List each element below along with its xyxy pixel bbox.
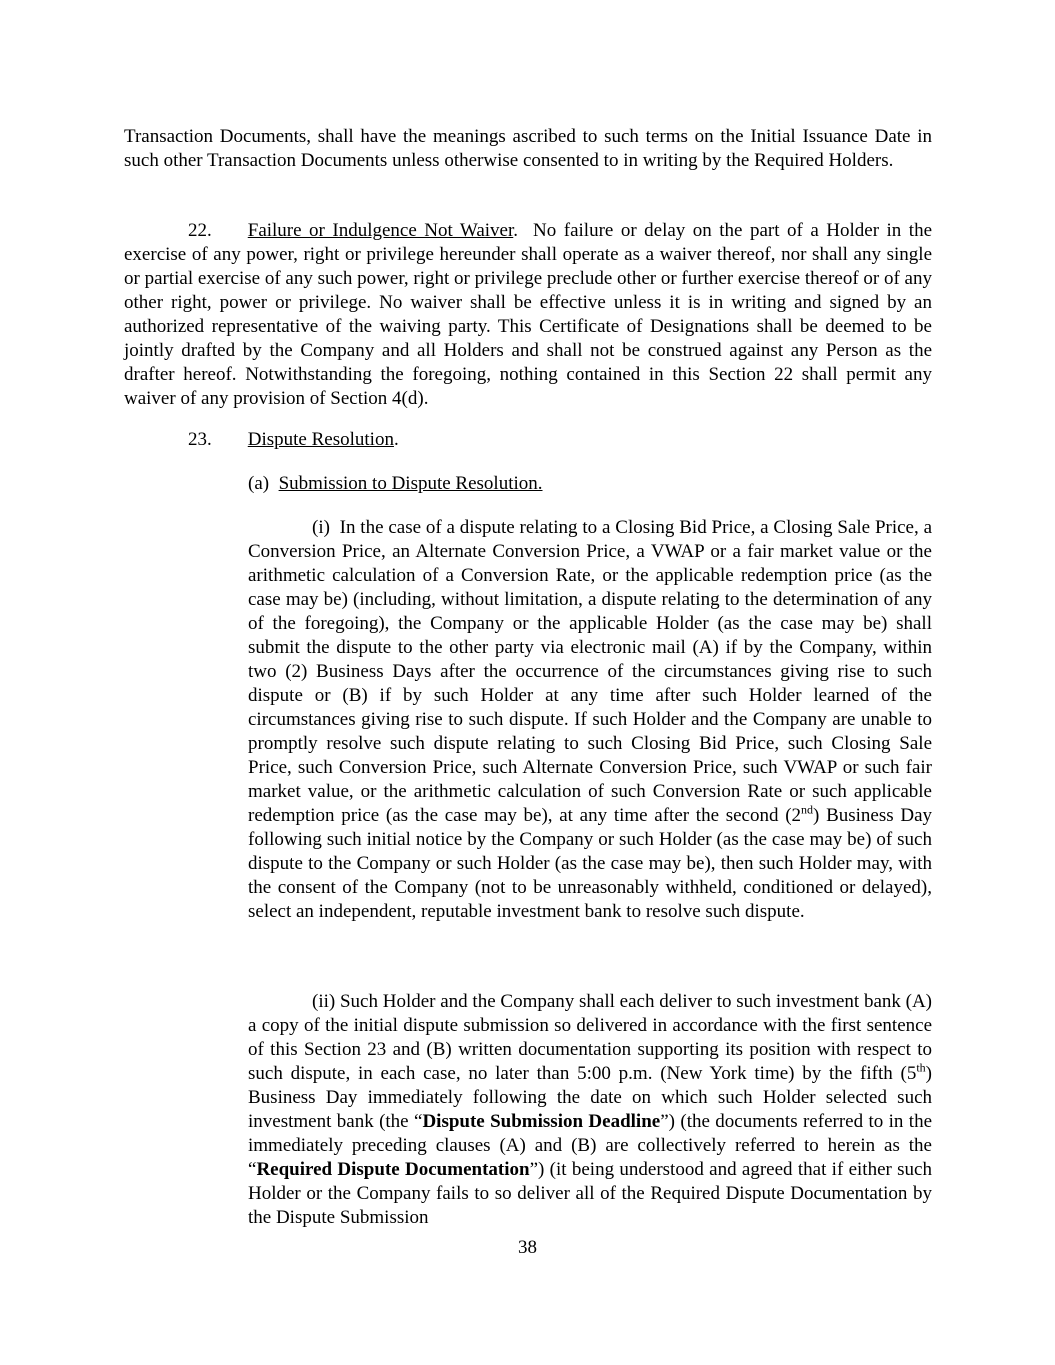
subsection-a-label: (a) (248, 473, 270, 494)
section-23-heading-line (124, 428, 932, 452)
section-22-paragraph (124, 219, 932, 411)
clause-i-text-2: ) Business Day following such initial notice by the Company or such Holder (as the case may be) of such dispute to the Company or such Holder (as the case may be), then such Holder may, with the consent of the Company (not to be unreasonably withheld, conditioned or delayed), select an independent, reputable investment bank to resolve such dispute. (248, 805, 932, 922)
clause-ii-text-4: ”) (it being understood and agreed that if either such Holder or the Company fails to so deliver all of the Required Dispute Documentation by the Dispute Submission (248, 1159, 932, 1228)
subsection-a-heading: Submission to Dispute Resolution. (278, 473, 543, 494)
clause-ii-text-2: ) Business Day immediately following the date on which such Holder selected such investment bank (the “ (248, 1063, 932, 1132)
clause-ii-superscript: th (916, 1060, 926, 1075)
section-23-heading: Dispute Resolution (247, 429, 394, 450)
clause-i-superscript: nd (801, 802, 814, 817)
clause-ii-text-1: Such Holder and the Company shall each deliver to such investment bank (A) a copy of the initial dispute submission so delivered in accordance with the first sentence of this Section 23 and (B) written documentation supporting its position with respect to such dispute, in each case, no later than 5:00 p.m. (New York time) by the fifth (5 (248, 991, 933, 1084)
section-22-heading-punct: . (513, 220, 519, 241)
clause-i-text-1: In the case of a dispute relating to a Closing Bid Price, a Closing Sale Price, a Conversion Price, an Alternate Conversion Price, a VWAP or a fair market value or the arithmetic calculation of a Conversion Rate, or the applicable redemption price (as the case may be) (including, without limitation, a dispute relating to the determination of any of the foregoing), the Company or the applicable Holder (as the case may be) shall submit the dispute to the other party via electronic mail (A) if by the Company, within two (2) Business Days after the occurrence of the circumstances giving rise to such dispute or (B) if by such Holder at any time after such Holder learned of the circumstances giving rise to such dispute. If such Holder and the Company are unable to promptly resolve such dispute relating to such Closing Bid Price, such Closing Sale Price, such Conversion Price, such Alternate Conversion Price, such VWAP or such fair market value, or the arithmetic calculation of such Conversion Rate or such applicable redemption price (as the case may be), at any time after the second (2 (248, 517, 933, 826)
clause-i-label: (i) (312, 517, 330, 538)
page-number: 38 (518, 1237, 537, 1258)
subsection-a-heading-line (248, 472, 932, 496)
carryover-text: Transaction Documents, shall have the meanings ascribed to such terms on the Initial Issuance Date in such other Transaction Documents unless otherwise consented to in writing by the Required Holders. (124, 126, 932, 171)
clause-ii-text-3: ”) (the documents referred to in the immediately preceding clauses (A) and (B) are collectively referred to herein as the “ (248, 1111, 933, 1180)
defined-term-dispute-submission-deadline: Dispute Submission Deadline (422, 1111, 661, 1132)
section-22-heading: Failure or Indulgence Not Waiver (247, 220, 514, 241)
clause-ii-label: (ii) (312, 991, 336, 1012)
section-23-heading-punct: . (393, 429, 399, 450)
carryover-paragraph (124, 125, 932, 173)
section-22-body: No failure or delay on the part of a Holder in the exercise of any power, right or privilege hereunder shall operate as a waiver thereof, nor shall any single or partial exercise of any such power, right or privilege preclude other or further exercise thereof or of any other right, power or privilege. No waiver shall be effective unless it is in writing and signed by an authorized representative of the waiving party. This Certificate of Designations shall be deemed to be jointly drafted by the Company and all Holders and shall not be construed against any Person as the drafter hereof. Notwithstanding the foregoing, nothing contained in this Section 22 shall permit any waiver of any provision of Section 4(d). (124, 220, 933, 409)
clause-ii-paragraph (248, 990, 932, 1230)
section-23-number: 23. (188, 429, 212, 450)
section-22-number: 22. (188, 220, 212, 241)
defined-term-required-dispute-documentation: Required Dispute Documentation (256, 1159, 530, 1180)
clause-i-paragraph (248, 516, 932, 924)
